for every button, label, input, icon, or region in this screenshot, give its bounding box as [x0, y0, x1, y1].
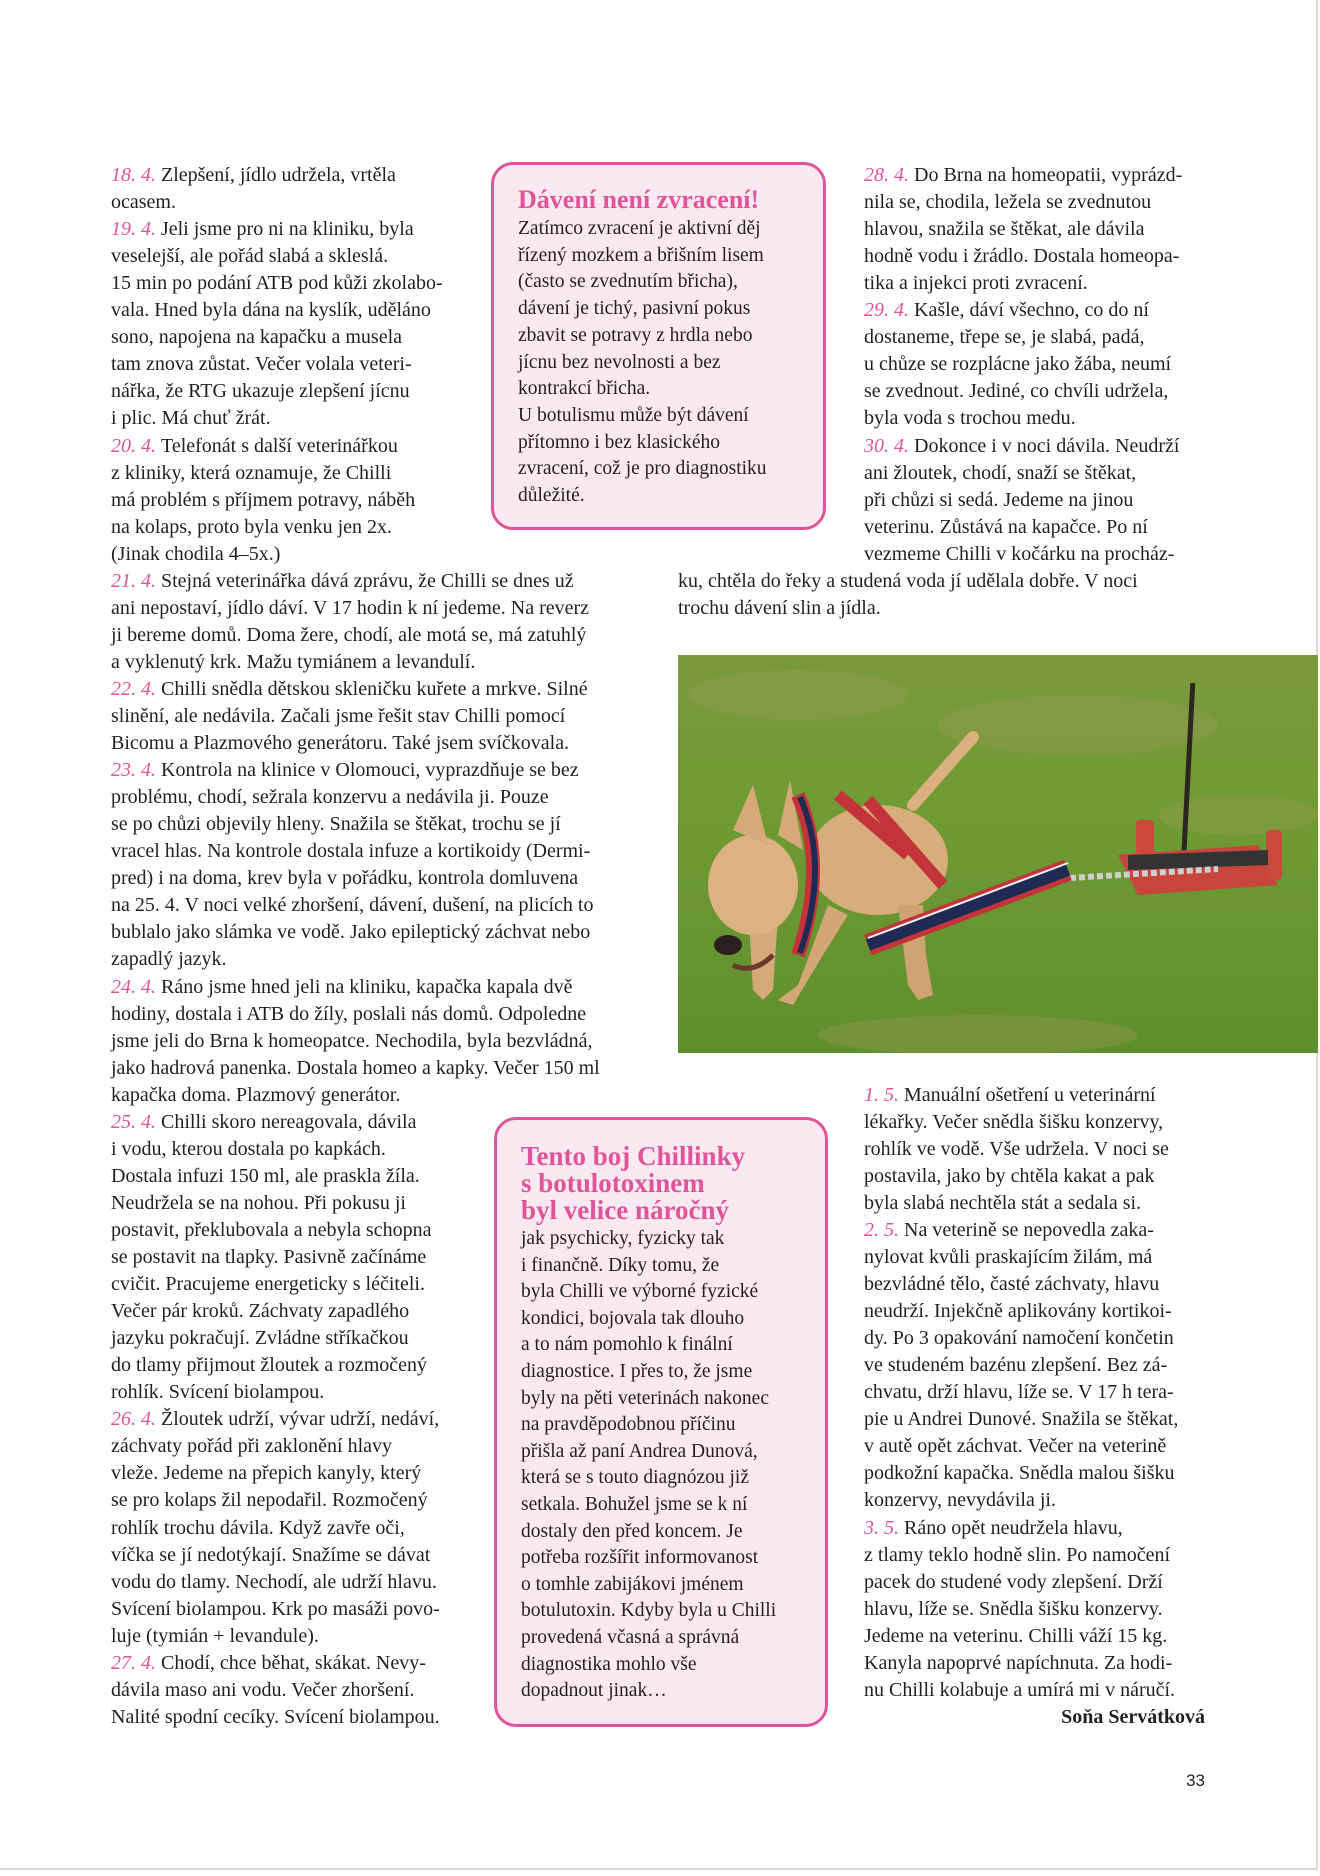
diary-text: Neudržela se na nohou. Při pokusu ji: [111, 1191, 406, 1214]
diary-text: ve studeném bazénu zlepšení. Bez zá-: [864, 1354, 1168, 1377]
dog-photo-image: [678, 655, 1318, 1053]
diary-text: Večer pár kroků. Záchvaty zapadlého: [111, 1300, 410, 1323]
diary-text: neudrží. Injekčně aplikovány kortikoi-: [864, 1300, 1172, 1323]
diary-line: [111, 946, 227, 973]
diary-text: postavila, jako by chtěla kakat a pak: [864, 1164, 1155, 1187]
box-text-line: jak psychicky, fyzicky tak: [521, 1228, 725, 1249]
diary-text: lékařky. Večer snědla šišku konzervy,: [864, 1110, 1164, 1133]
diary-line: [111, 784, 549, 811]
diary-text: Dokonce i v noci dávila. Neudrží: [914, 434, 1180, 457]
diary-line: [864, 324, 1144, 351]
diary-date: 3. 5.: [864, 1516, 899, 1539]
diary-text: i plic. Má chuť žrát.: [111, 407, 271, 430]
box-text-line: která se s touto diagnózou již: [521, 1467, 749, 1489]
diary-text: nylovat kvůli praskajícím žilám, má: [864, 1246, 1153, 1268]
box-text-line: diagnostice. I přes to, že jsme: [521, 1361, 753, 1382]
diary-line: [111, 676, 588, 703]
diary-line: [864, 1190, 1141, 1217]
box-text-line: dávení je tichý, pasivní pokus: [518, 298, 751, 320]
diary-line: [864, 1569, 1163, 1596]
diary-line: [864, 1542, 1170, 1569]
box-text-line: kontrakcí břicha.: [518, 378, 651, 400]
diary-line: [111, 216, 414, 243]
diary-line: [111, 865, 578, 892]
diary-text: chvatu, drží hlavu, líže se. V 17 h tera-: [864, 1381, 1174, 1404]
diary-line: [864, 541, 1174, 568]
diary-text: 15 min po podání ATB pod kůži zkolabo-: [111, 272, 443, 295]
diary-text: sono, napojena na kapačku a musela: [111, 326, 403, 349]
diary-text: z kliniky, která oznamuje, že Chilli: [111, 461, 392, 484]
diary-line: [111, 270, 443, 297]
diary-line: [111, 189, 176, 216]
diary-line: [864, 1379, 1174, 1406]
diary-text: vala. Hned byla dána na kyslík, uděláno: [111, 299, 431, 322]
diary-text: Manuální ošetření u veterinární: [904, 1083, 1156, 1106]
diary-line: [111, 730, 569, 757]
diary-text: i vodu, kterou dostala po kapkách.: [111, 1137, 386, 1160]
box-text-line: botulutoxin. Kdyby byla u Chilli: [521, 1600, 777, 1622]
diary-text: hodiny, dostala i ATB do žíly, poslali nás domů. Odpoledne: [111, 1002, 587, 1025]
diary-text: z tlamy teklo hodně slin. Po namočení: [864, 1543, 1171, 1566]
diary-line: [111, 595, 589, 622]
diary-text: hlavu, líže se. Snědla šišku konzervy.: [864, 1597, 1163, 1620]
diary-date: 26. 4.: [111, 1408, 156, 1431]
box-text-line: (často se zvednutím břicha),: [518, 271, 738, 293]
diary-text: vezmeme Chilli v kočárku na procház-: [864, 542, 1175, 565]
diary-text: dostaneme, třepe se, je slabá, padá,: [864, 326, 1145, 349]
author-signature: Soňa Servátková: [1061, 1706, 1205, 1728]
diary-line: [111, 1515, 405, 1542]
box-text-line: byla Chilli ve výborné fyzické: [521, 1281, 759, 1303]
diary-line: [111, 405, 271, 432]
diary-line: [111, 1677, 414, 1704]
diary-text: Telefonát s další veterinářkou: [161, 434, 398, 457]
diary-line: [111, 1217, 431, 1244]
diary-text: slinění, ale nedávila. Začali jsme řešit stav Chilli pomocí: [111, 705, 566, 727]
diary-text: se postavit na tlapky. Pasivně začínáme: [111, 1246, 427, 1268]
diary-text: Chilli snědla dětskou skleničku kuřete a mrkve. Silné: [161, 677, 588, 700]
diary-date: 1. 5.: [864, 1083, 899, 1106]
diary-text: ji bereme domů. Doma žere, chodí, ale motá se, má zatuhlý: [111, 623, 587, 646]
diary-text: podkožní kapačka. Snědla malou šišku: [864, 1462, 1175, 1485]
diary-text: ani žloutek, chodí, snaží se štěkat,: [864, 461, 1137, 484]
box-text-line: jícnu bez nevolnosti a bez: [518, 351, 721, 373]
diary-text: Na veterině se nepovedla zaka-: [904, 1218, 1154, 1241]
diary-line: [111, 162, 396, 189]
diary-line: [864, 1515, 1123, 1542]
box-title-line: s botulotoxinem: [521, 1168, 705, 1198]
diary-line: [864, 1650, 1172, 1677]
diary-text: hlavou, snažila se štěkat, ale dávila: [864, 218, 1145, 241]
diary-line: [111, 1163, 420, 1190]
diary-line: [864, 270, 1088, 297]
box-text-line: setkala. Bohužel jsme se k ní: [521, 1494, 748, 1515]
diary-line: [111, 1569, 437, 1596]
diary-text: ocasem.: [111, 191, 176, 214]
diary-text: víčka se jí nedotýkají. Snažíme se dávat: [111, 1543, 431, 1566]
diary-text: kapačka doma. Plazmový generátor.: [111, 1083, 401, 1106]
diary-text: Ráno jsme hned jeli na kliniku, kapačka kapala dvě: [161, 975, 573, 998]
photo-dog-pulling-sled: [678, 655, 1318, 1053]
diary-line: [864, 162, 1182, 189]
diary-text: nu Chilli kolabuje a umírá mi v náručí.: [864, 1678, 1176, 1701]
box-text-line: kondici, bojovala tak dlouho: [521, 1307, 745, 1329]
diary-text: Chilli skoro nereagovala, dávila: [161, 1110, 417, 1133]
diary-line: [111, 460, 391, 487]
diary-line: [111, 541, 280, 568]
diary-text: Kašle, dáví všechno, co do ní: [914, 299, 1149, 322]
diary-line: [864, 1244, 1152, 1271]
diary-text: zapadlý jazyk.: [111, 948, 227, 971]
diary-line: [864, 1271, 1159, 1298]
diary-line: [111, 757, 579, 784]
diary-line: [864, 1406, 1178, 1433]
diary-text: jsme jeli do Brna k homeopatce. Nechodila, byla bezvládná,: [111, 1029, 593, 1052]
diary-text: Kontrola na klinice v Olomouci, vyprazdňuje se bez: [161, 759, 579, 782]
diary-line: [111, 1460, 421, 1487]
diary-text: ku, chtěla do řeky a studená voda jí udělala dobře. V noci: [678, 569, 1138, 592]
diary-text: se pro kolaps žil nepodařil. Rozmočený: [111, 1489, 428, 1512]
diary-text: na kolaps, proto byla venku jen 2x.: [111, 515, 393, 538]
box-text-line: důležité.: [518, 485, 585, 506]
diary-text: Jeli jsme pro ni na kliniku, byla: [161, 218, 414, 241]
box-text-line: řízený mozkem a břišním lisem: [518, 244, 764, 266]
diary-text: postavit, překlubovala a nebyla schopna: [111, 1218, 432, 1241]
diary-text: Nalité spodní cecíky. Svícení biolampou.: [111, 1705, 440, 1728]
diary-line: [111, 1109, 416, 1136]
diary-line: [864, 1433, 1166, 1460]
diary-text: dávila maso ani vodu. Večer zhoršení.: [111, 1678, 415, 1701]
diary-line: [111, 703, 565, 730]
box-text-line: byly na pěti veterinách nakonec: [521, 1387, 769, 1409]
diary-date: 18. 4.: [111, 164, 156, 186]
diary-line: [111, 568, 574, 595]
box-text-line: zbavit se potravy z hrdla nebo: [518, 324, 753, 346]
diary-date: 29. 4.: [864, 299, 909, 322]
diary-line: [864, 1136, 1169, 1163]
diary-text: veterinu. Zůstává na kapačce. Po ní: [864, 515, 1148, 538]
diary-line: [111, 1298, 409, 1325]
box-text-line: dopadnout jinak…: [521, 1680, 667, 1702]
diary-line: [864, 405, 1076, 432]
diary-line: [864, 514, 1148, 541]
diary-text: nářka, že RTG ukazuje zlepšení jícnu: [111, 380, 410, 403]
diary-date: 27. 4.: [111, 1651, 156, 1674]
box-text-line: a to nám pomohlo k finální: [521, 1334, 733, 1356]
diary-text: hodně vodu i žrádlo. Dostala homeopa-: [864, 245, 1180, 268]
diary-text: veselejší, ale pořád slabá a skleslá.: [111, 245, 389, 268]
diary-text: vleže. Jedeme na přepich kanyly, který: [111, 1462, 422, 1485]
diary-line: [111, 487, 415, 514]
diary-text: u chůze se rozplácne jako žába, neumí: [864, 353, 1172, 376]
diary-line: [864, 378, 1168, 405]
diary-date: 20. 4.: [111, 434, 156, 457]
page-number: 33: [1186, 1771, 1205, 1790]
diary-line: [864, 487, 1133, 514]
diary-text: dy. Po 3 opakování namočení končetin: [864, 1327, 1174, 1350]
diary-line: [864, 1109, 1163, 1136]
box-text-line: diagnostika mohlo vše: [521, 1653, 697, 1675]
diary-text: pacek do studené vody zlepšení. Drží: [864, 1570, 1163, 1593]
diary-date: 23. 4.: [111, 759, 156, 782]
diary-text: tika a injekci proti zvracení.: [864, 272, 1088, 295]
box-text-line: na pravděpodobnou příčinu: [521, 1414, 736, 1436]
diary-text: Svícení biolampou. Krk po masáži povo-: [111, 1597, 440, 1620]
diary-line: [111, 1379, 324, 1406]
diary-text: a vyklenutý krk. Mažu tymiánem a levandulí.: [111, 650, 476, 673]
diary-line: [864, 1325, 1174, 1352]
diary-date: 21. 4.: [111, 569, 156, 592]
diary-date: 2. 5.: [864, 1218, 899, 1241]
diary-text: vracel hlas. Na kontrole dostala infuze a kortikoidy (Dermi-: [111, 840, 591, 863]
box-text-line: přítomno i bez klasického: [518, 431, 720, 453]
diary-text: záchvaty pořád při zaklonění hlavy: [111, 1435, 392, 1458]
diary-line: [864, 1352, 1167, 1379]
diary-line: [111, 1650, 426, 1677]
diary-line: [864, 460, 1136, 487]
diary-text: problému, chodí, sežrala konzervu a nedávila ji. Pouze: [111, 786, 549, 809]
diary-text: vodu do tlamy. Nechodí, ale udrží hlavu.: [111, 1570, 437, 1593]
diary-line: [111, 649, 475, 676]
diary-line: [111, 514, 392, 541]
diary-line: [111, 838, 590, 865]
diary-text: Žloutek udrží, vývar udrží, nedáví,: [161, 1408, 440, 1431]
diary-text: Jedeme na veterinu. Chilli váží 15 kg.: [864, 1624, 1168, 1647]
diary-text: Kanyla napoprvé napíchnuta. Za hodi-: [864, 1651, 1173, 1674]
diary-text: Chodí, chce běhat, skákat. Nevy-: [161, 1651, 426, 1674]
box-text-line: U botulismu může být dávení: [518, 404, 749, 426]
diary-line: [111, 892, 593, 919]
diary-line: [678, 595, 881, 622]
diary-line: [864, 351, 1171, 378]
diary-line: [111, 1055, 600, 1082]
diary-text: jako hadrová panenka. Dostala homeo a kapky. Večer 150 ml: [111, 1056, 600, 1079]
diary-line: [111, 1001, 586, 1028]
box-text-line: přišla až paní Andrea Dunová,: [521, 1440, 758, 1462]
diary-line: [111, 433, 398, 460]
diary-text: Do Brna na homeopatii, vyprázd-: [914, 164, 1183, 186]
diary-text: do tlamy přijmout žloutek a rozmočený: [111, 1354, 428, 1377]
diary-date: 19. 4.: [111, 218, 156, 241]
diary-line: [864, 1677, 1175, 1704]
diary-text: konzervy, nevydávila ji.: [864, 1489, 1056, 1512]
diary-text: rohlík trochu dávila. Když zavře oči,: [111, 1516, 405, 1539]
diary-line: [864, 1217, 1154, 1244]
diary-date: 24. 4.: [111, 975, 156, 998]
diary-line: [111, 1542, 430, 1569]
diary-line: [111, 324, 402, 351]
diary-text: Dostala infuzi 150 ml, ale praskla žíla.: [111, 1164, 420, 1187]
diary-text: se zvednout. Jediné, co chvíli udržela,: [864, 380, 1169, 403]
diary-text: pred) i na doma, krev byla v pořádku, kontrola domluvena: [111, 867, 579, 890]
diary-text: má problém s příjmem potravy, náběh: [111, 488, 416, 511]
diary-line: [111, 1136, 386, 1163]
diary-text: pie u Andrei Dunové. Snažila se štěkat,: [864, 1408, 1179, 1431]
diary-line: [111, 1028, 593, 1055]
diary-line: [111, 1325, 409, 1352]
diary-text: na 25. 4. V noci velké zhoršení, dávení, dušení, na plicích to: [111, 894, 594, 917]
diary-line: [111, 1271, 425, 1298]
diary-line: [111, 622, 586, 649]
diary-line: [864, 1163, 1154, 1190]
diary-line: [864, 297, 1149, 324]
diary-line: [111, 1406, 439, 1433]
diary-date: 22. 4.: [111, 677, 156, 700]
diary-line: [864, 1487, 1056, 1514]
diary-line: [111, 974, 573, 1001]
diary-text: trochu dávení slin a jídla.: [678, 596, 881, 619]
diary-text: Ráno opět neudržela hlavu,: [904, 1516, 1123, 1539]
diary-line: [111, 243, 388, 270]
diary-text: při chůzi si sedá. Jedeme na jinou: [864, 488, 1134, 511]
diary-text: ani nepostaví, jídlo dáví. V 17 hodin k ní jedeme. Na reverz: [111, 596, 590, 619]
diary-text: byla slabá nechtěla stát a sedala si.: [864, 1191, 1142, 1214]
diary-text: tam znova zůstat. Večer volala veteri-: [111, 353, 412, 376]
diary-line: [864, 1623, 1167, 1650]
diary-text: byla voda s trochou medu.: [864, 407, 1076, 430]
diary-line: [111, 1623, 319, 1650]
box-vomiting-title: Dávení není zvracení!: [518, 185, 760, 214]
diary-line: [864, 243, 1179, 270]
diary-text: v autě opět záchvat. Večer na veterině: [864, 1435, 1167, 1458]
diary-line: [111, 1244, 426, 1271]
diary-line: [111, 1433, 392, 1460]
box-title-line: byl velice náročný: [521, 1195, 729, 1225]
diary-text: bublalo jako slámka ve vodě. Jako epileptický záchvat nebo: [111, 921, 591, 944]
box-text-line: i finančně. Díky tomu, že: [521, 1254, 720, 1276]
diary-date: 28. 4.: [864, 164, 909, 186]
box-text-line: potřeba rozšířit informovanost: [521, 1547, 759, 1569]
diary-text: Stejná veterinářka dává zprávu, že Chilli se dnes už: [161, 569, 574, 592]
diary-line: [111, 919, 590, 946]
diary-line: [111, 1190, 406, 1217]
diary-text: bezvládné tělo, časté záchvaty, hlavu: [864, 1273, 1160, 1296]
diary-text: rohlík ve vodě. Vše udržela. V noci se: [864, 1137, 1169, 1160]
diary-text: nila se, chodila, ležela se zvednutou: [864, 191, 1152, 214]
diary-line: [864, 189, 1151, 216]
diary-line: [111, 378, 410, 405]
box-text-line: o tomhle zabijákovi jménem: [521, 1573, 744, 1595]
diary-text: Bicomu a Plazmového generátoru. Také jsem svíčkovala.: [111, 732, 570, 755]
diary-line: [111, 1082, 400, 1109]
diary-line: [864, 433, 1179, 460]
diary-line: [111, 1704, 440, 1731]
diary-line: [111, 1596, 440, 1623]
box-text-line: dostaly den před koncem. Je: [521, 1520, 743, 1542]
diary-text: luje (tymián + levandule).: [111, 1624, 319, 1647]
diary-line: [864, 1298, 1172, 1325]
diary-line: [864, 216, 1144, 243]
diary-line: [864, 1082, 1156, 1109]
diary-text: cvičit. Pracujeme energeticky s léčiteli.: [111, 1273, 425, 1296]
diary-date: 25. 4.: [111, 1110, 156, 1133]
diary-line: [678, 568, 1138, 595]
box-text-line: provedená včasná a správná: [521, 1627, 740, 1648]
diary-line: [864, 1460, 1175, 1487]
diary-line: [864, 1596, 1163, 1623]
box-text-line: Zatímco zvracení je aktivní děj: [518, 218, 761, 239]
diary-line: [111, 811, 561, 838]
diary-line: [111, 297, 431, 324]
diary-text: se po chůzi objevily hleny. Snažila se štěkat, trochu se jí: [111, 813, 561, 836]
box-title-line: Tento boj Chillinky: [521, 1141, 746, 1171]
diary-text: jazyku pokračují. Zvládne stříkačkou: [111, 1327, 409, 1350]
diary-text: Zlepšení, jídlo udržela, vrtěla: [161, 164, 396, 186]
diary-line: [111, 1487, 428, 1514]
box-text-line: zvracení, což je pro diagnostiku: [518, 458, 767, 480]
diary-line: [111, 1352, 427, 1379]
diary-text: (Jinak chodila 4–5x.): [111, 542, 281, 565]
diary-line: [111, 351, 412, 378]
diary-text: rohlík. Svícení biolampou.: [111, 1381, 325, 1404]
diary-date: 30. 4.: [864, 434, 909, 457]
